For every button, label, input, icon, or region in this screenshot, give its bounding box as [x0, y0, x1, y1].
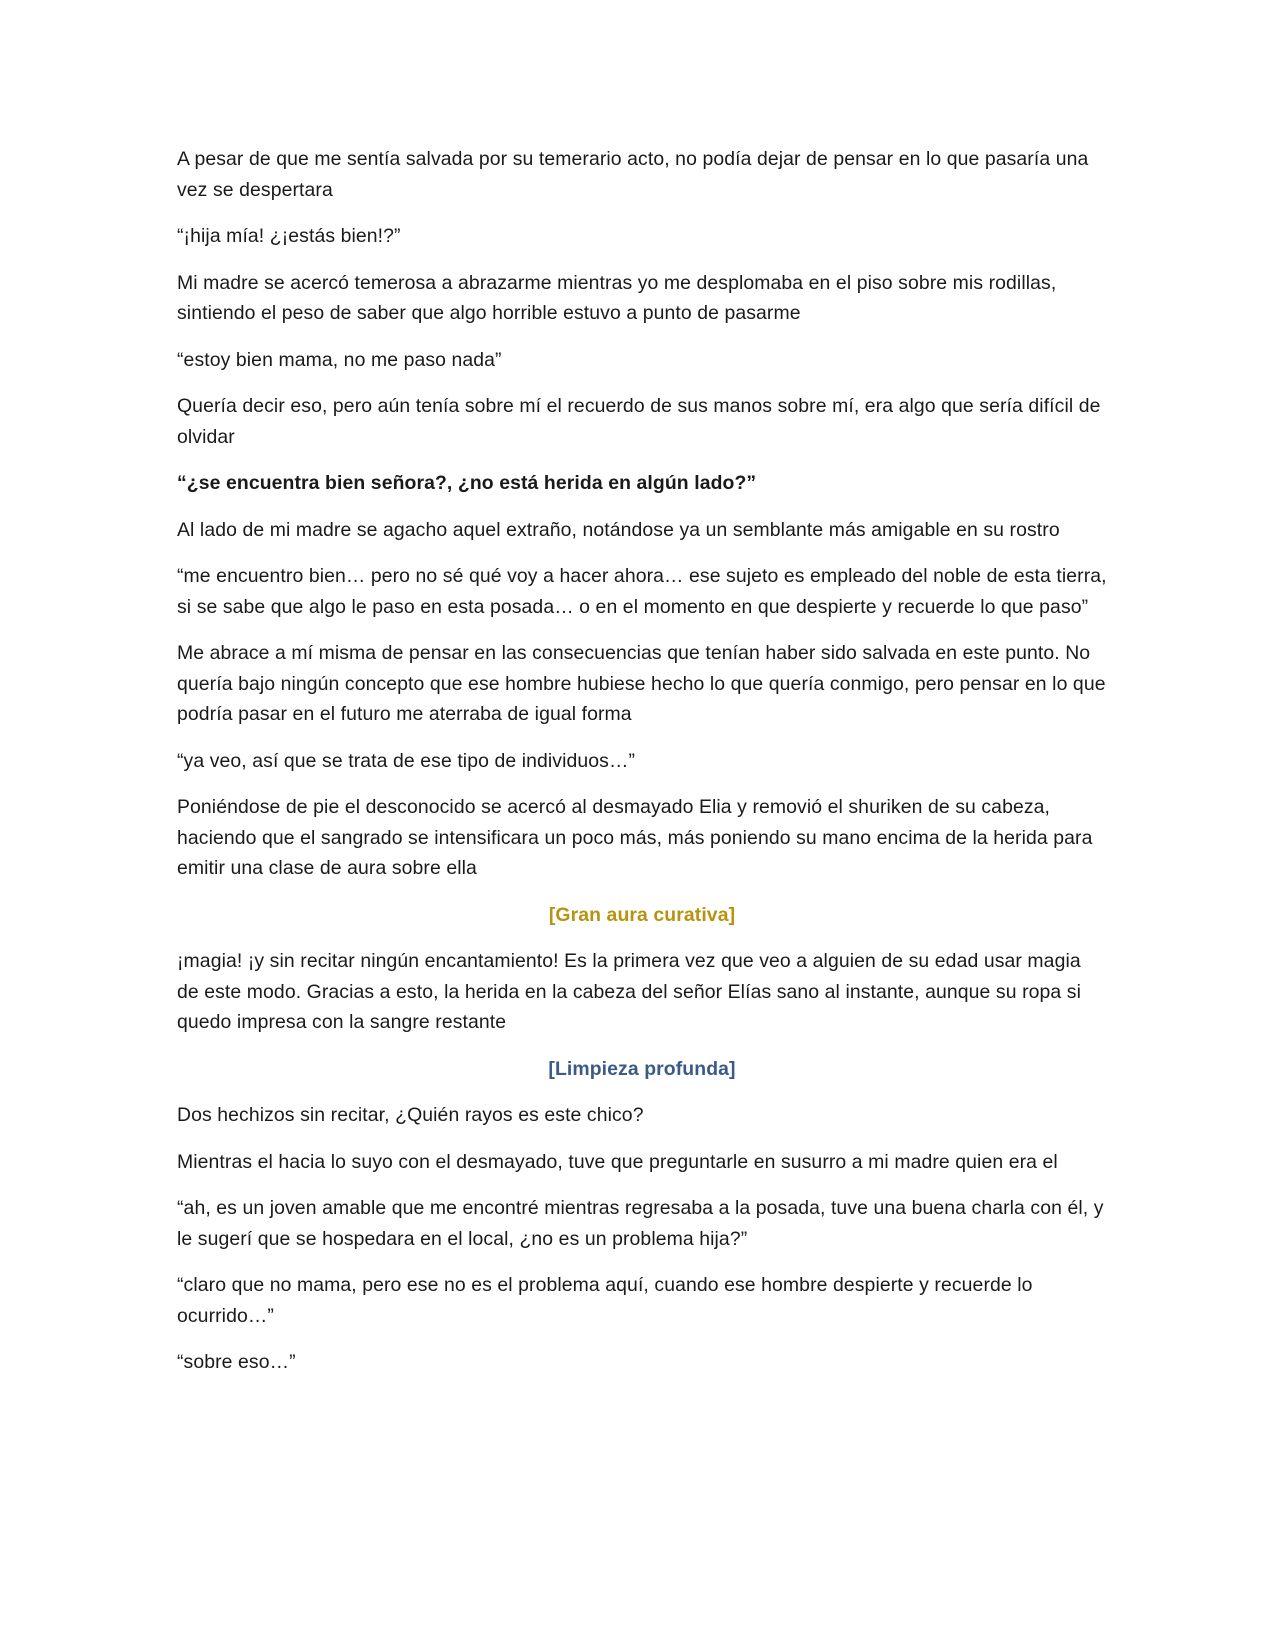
paragraph: Mientras el hacia lo suyo con el desmayado, tuve que preguntarle en susurro a mi madre quien era el [177, 1150, 1058, 1173]
paragraph: ¡magia! ¡y sin recitar ningún encantamiento! Es la primera vez que veo a alguien de su edad usar magia de este modo. Gracias a esto, la herida en la cabeza del señor Elías sano al instante, aunque su ropa si quedo impresa con la sangre restante [177, 950, 1081, 1033]
dialogue-line: “ah, es un joven amable que me encontré mientras regresaba a la posada, tuve una buena charla con él, y le sugerí que se hospedara en el local, ¿no es un problema hija?” [177, 1197, 1104, 1250]
paragraph: Poniéndose de pie el desconocido se acercó al desmayado Elia y removió el shuriken de su cabeza, haciendo que el sangrado se intensificara un poco más, más poniendo su mano encima de la herida para emitir una clase de aura sobre ella [177, 796, 1093, 879]
dialogue-line: “¡hija mía! ¿¡estás bien!?” [177, 225, 401, 247]
dialogue-line: “claro que no mama, pero ese no es el problema aquí, cuando ese hombre despierte y recuerde lo ocurrido…” [177, 1274, 1033, 1327]
dialogue-line: “estoy bien mama, no me paso nada” [177, 348, 502, 371]
spell-name-heal: [Gran aura curativa] [548, 903, 736, 926]
paragraph: Me abrace a mí misma de pensar en las consecuencias que tenían haber sido salvada en este punto. No quería bajo ningún concepto que ese hombre hubiese hecho lo que quería conmigo, pero pensar en lo que podría pasar en el futuro me aterraba de igual forma [177, 642, 1106, 725]
dialogue-line: “me encuentro bien… pero no sé qué voy a hacer ahora… ese sujeto es empleado del noble de esta tierra, si se sabe que algo le paso en esta posada… o en el momento en que despierte y recuerde lo que paso” [177, 565, 1107, 618]
spell-name-clean: [Limpieza profunda] [548, 1057, 736, 1080]
document-page [177, 144, 1107, 1394]
paragraph: A pesar de que me sentía salvada por su temerario acto, no podía dejar de pensar en lo que pasaría una vez se despertara [177, 148, 1089, 201]
dialogue-line-bold: “¿se encuentra bien señora?, ¿no está herida en algún lado?” [177, 472, 757, 494]
paragraph: Al lado de mi madre se agacho aquel extraño, notándose ya un semblante más amigable en su rostro [177, 518, 1060, 541]
paragraph: Dos hechizos sin recitar, ¿Quién rayos es este chico? [177, 1104, 644, 1126]
dialogue-line: “ya veo, así que se trata de ese tipo de individuos…” [177, 749, 636, 772]
paragraph: Mi madre se acercó temerosa a abrazarme mientras yo me desplomaba en el piso sobre mis rodillas, sintiendo el peso de saber que algo horrible estuvo a punto de pasarme [177, 271, 1057, 324]
dialogue-line: “sobre eso…” [177, 1351, 296, 1373]
paragraph: Quería decir eso, pero aún tenía sobre mí el recuerdo de sus manos sobre mí, era algo que sería difícil de olvidar [177, 395, 1101, 448]
